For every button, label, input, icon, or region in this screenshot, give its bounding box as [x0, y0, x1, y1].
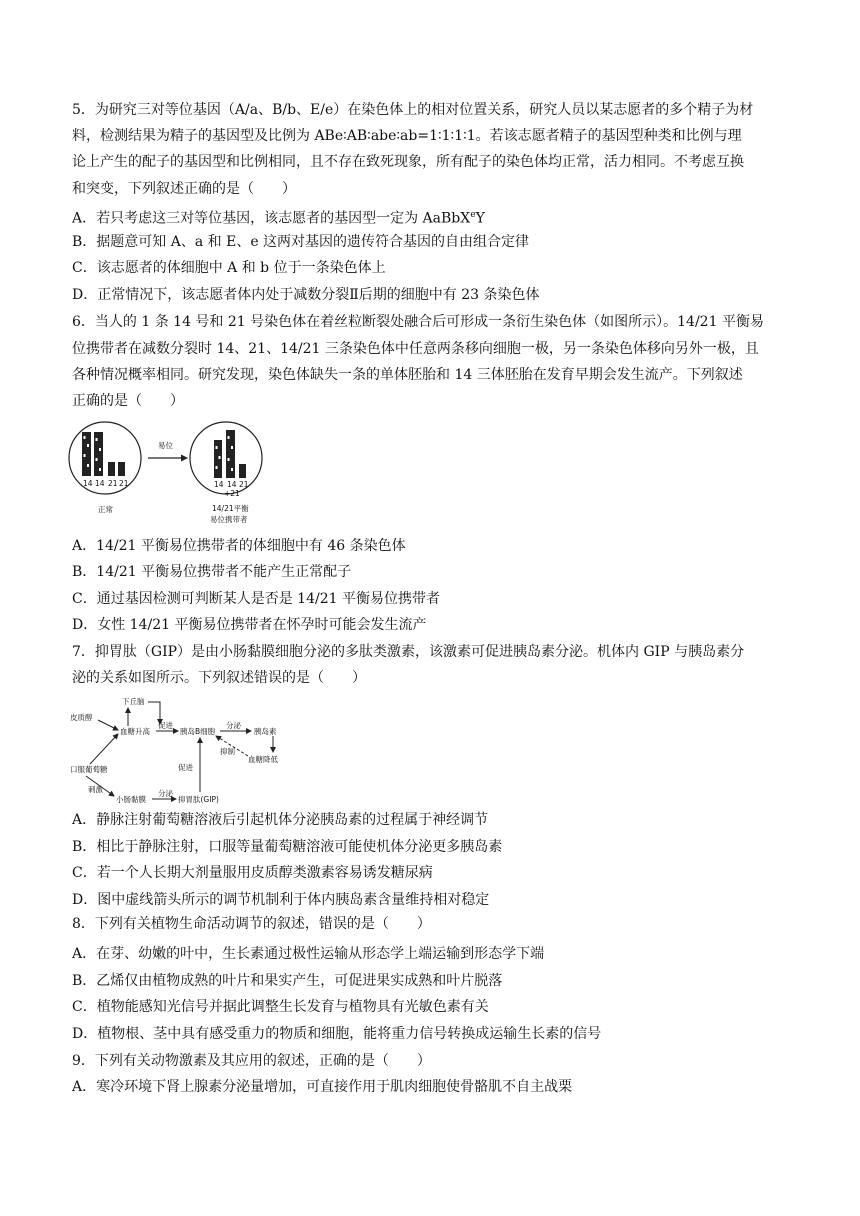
chromosome-translocation-figure	[68, 418, 273, 530]
fig7-insulin: 胰岛素	[254, 727, 277, 736]
fig7-promote-1: 促进	[158, 721, 173, 730]
q7-stem-line-2: 泌的关系如图所示。下列叙述错误的是（ ）	[72, 670, 366, 686]
q7-stem-line-1: 7．抑胃肽（GIP）是由小肠黏膜细胞分泌的多肽类激素，该激素可促进胰岛素分泌。机体内 GIP 与胰岛素分	[72, 644, 745, 660]
q7-option-b: B．相比于静脉注射，口服等量葡萄糖溶液可能使机体分泌更多胰岛素	[72, 839, 503, 855]
q6-option-c: C．通过基因检测可判断某人是否是 14/21 平衡易位携带者	[72, 591, 440, 607]
fig6-caption-carrier-2: 易位携带者	[210, 515, 248, 524]
fig7-hypothalamus: 下丘脑	[122, 697, 145, 706]
fig6-left-label-1: 14	[83, 479, 93, 488]
fig6-left-label-4: 21	[119, 479, 129, 488]
fig7-gip: 抑胃肽(GIP)	[178, 795, 219, 804]
q5-stem-line-4: 和突变，下列叙述正确的是（ ）	[72, 181, 296, 197]
q7-option-d: D．图中虚线箭头所示的调节机制利于体内胰岛素含量维持相对稳定	[72, 892, 490, 908]
fig6-right-label-1: 14	[214, 480, 224, 489]
q6-stem-line-3: 各种情况概率相同。研究发现，染色体缺失一条的单体胚胎和 14 三体胚胎在发育早期会发生流产。下列叙述	[72, 367, 743, 383]
fig7-inhibit: 抑制	[220, 747, 235, 756]
q6-option-b: B．14/21 平衡易位携带者不能产生正常配子	[72, 564, 352, 580]
q5-option-d: D．正常情况下，该志愿者体内处于减数分裂Ⅱ后期的细胞中有 23 条染色体	[72, 287, 540, 303]
gip-insulin-diagram	[68, 692, 298, 808]
q6-stem-line-1: 6．当人的 1 条 14 号和 21 号染色体在着丝粒断裂处融合后可形成一条衍生染色体（如图所示）。14/21 平衡易	[72, 314, 764, 330]
fig6-caption-normal: 正常	[98, 505, 113, 514]
q5-option-c: C．该志愿者的体细胞中 A 和 b 位于一条染色体上	[72, 260, 386, 276]
fig7-glucose-up: 血糖升高	[120, 727, 150, 736]
q8-option-d: D．植物根、茎中具有感受重力的物质和细胞，能将重力信号转换成运输生长素的信号	[72, 1026, 602, 1042]
fig7-beta-cell: 胰岛B细胞	[180, 727, 216, 736]
q5-stem-line-1: 5．为研究三对等位基因（A/a、B/b、E/e）在染色体上的相对位置关系，研究人员以某志愿者的多个精子为材	[72, 102, 754, 118]
fig6-caption-carrier-1: 14/21平衡	[212, 504, 249, 513]
q5-option-a-tail: Y	[475, 210, 485, 227]
q6-option-a: A．14/21 平衡易位携带者的体细胞中有 46 条染色体	[72, 538, 406, 554]
q6-stem-line-2: 位携带者在减数分裂时 14、21、14/21 三条染色体中任意两条移向细胞一极，另一条染色体移向另外一极，且	[72, 341, 759, 357]
q5-stem-line-2: 料，检测结果为精子的基因型及比例为 ABe∶AB∶abe∶ab=1∶1∶1∶1。若该志愿者精子的基因型种类和比例与理	[72, 128, 742, 144]
q9-option-a: A．寒冷环境下肾上腺素分泌量增加，可直接作用于肌肉细胞使骨骼肌不自主战栗	[72, 1079, 573, 1095]
q6-option-d: D．女性 14/21 平衡易位携带者在怀孕时可能会发生流产	[72, 617, 427, 633]
fig6-right-label-2: 14	[227, 480, 237, 489]
q5-option-a-sup: e	[470, 210, 476, 220]
q7-option-c: C．若一个人长期大剂量服用皮质醇类激素容易诱发糖尿病	[72, 865, 433, 881]
q5-option-b: B．据题意可知 A、a 和 E、e 这两对基因的遗传符合基因的自由组合定律	[72, 234, 530, 250]
fig7-cortisol: 皮质醇	[70, 713, 93, 722]
fig7-oral-glucose: 口服葡萄糖	[70, 765, 108, 774]
fig7-secrete-2: 分泌	[158, 789, 173, 798]
fig7-intestine: 小肠黏膜	[116, 795, 146, 804]
q8-option-a: A．在芽、幼嫩的叶中，生长素通过极性运输从形态学上端运输到形态学下端	[72, 946, 545, 962]
q5-option-a-text: A．若只考虑这三对等位基因，该志愿者的基因型一定为 AaBbX	[72, 210, 471, 227]
fig6-right-label-3: 21	[239, 480, 249, 489]
fig7-glucose-down: 血糖降低	[248, 755, 278, 764]
q8-option-b: B．乙烯仅由植物成熟的叶片和果实产生，可促进果实成熟和叶片脱落	[72, 973, 503, 989]
q7-option-a: A．静脉注射葡萄糖溶液后引起机体分泌胰岛素的过程属于神经调节	[72, 812, 489, 828]
q6-stem-line-4: 正确的是（ ）	[72, 393, 184, 409]
q5-stem-line-3: 论上产生的配子的基因型和比例相同，且不存在致死现象，所有配子的染色体均正常，活力相同。不考虑互换	[72, 154, 744, 170]
fig7-promote-2: 促进	[178, 763, 193, 772]
fig6-left-label-3: 21	[108, 479, 118, 488]
q5-option-a	[72, 205, 485, 229]
q8-stem: 8．下列有关植物生命活动调节的叙述，错误的是（ ）	[72, 916, 431, 932]
fig6-left-label-2: 14	[95, 479, 105, 488]
q9-stem: 9．下列有关动物激素及其应用的叙述，正确的是（ ）	[72, 1053, 431, 1069]
fig6-right-sub-label: +21	[224, 489, 240, 498]
fig6-arrow-label: 易位	[158, 441, 173, 450]
fig7-stimulate: 刺激	[88, 785, 103, 794]
q8-option-c: C．植物能感知光信号并据此调整生长发育与植物具有光敏色素有关	[72, 999, 489, 1015]
fig7-secrete-1: 分泌	[226, 721, 241, 730]
